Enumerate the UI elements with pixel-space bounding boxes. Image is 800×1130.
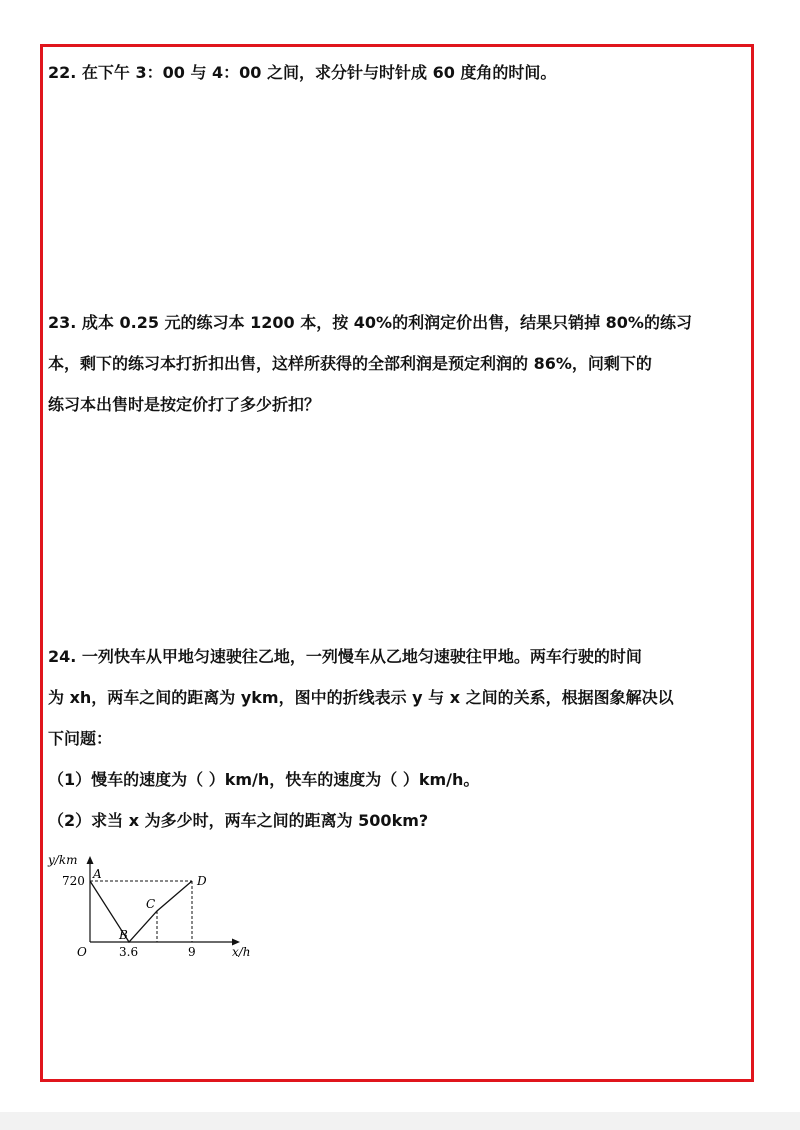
point-b-label: B xyxy=(119,928,128,942)
point-c-label: C xyxy=(146,897,156,911)
bottom-strip xyxy=(0,1112,800,1130)
x-tick-9: 9 xyxy=(188,945,196,959)
question-23-line1: 23. 成本 0.25 元的练习本 1200 本，按 40%的利润定价出售，结果只销掉 80%的练习 xyxy=(48,313,692,332)
x-axis-label: x/h xyxy=(232,945,251,959)
graph-polyline xyxy=(90,881,192,942)
y-tick-720: 720 xyxy=(62,874,85,888)
question-24-line2: 为 xh，两车之间的距离为 ykm，图中的折线表示 y 与 x 之间的关系，根据图象解决以 xyxy=(48,688,674,707)
point-a-label: A xyxy=(93,867,102,881)
question-24-part1: （1）慢车的速度为（ ）km/h，快车的速度为（ ）km/h。 xyxy=(48,770,480,789)
question-23-line2: 本，剩下的练习本打折扣出售，这样所获得的全部利润是预定利润的 86%，问剩下的 xyxy=(48,354,652,373)
question-24-part2: （2）求当 x 为多少时，两车之间的距离为 500km? xyxy=(48,811,429,830)
question-24-line3: 下问题： xyxy=(48,729,113,748)
question-22: 22. 在下午 3：00 与 4：00 之间，求分针与时针成 60 度角的时间。 xyxy=(48,63,557,82)
origin-label: O xyxy=(77,945,87,959)
question-23-line3: 练习本出售时是按定价打了多少折扣？ xyxy=(48,395,321,414)
y-axis-arrow xyxy=(87,856,94,864)
x-tick-3-6: 3.6 xyxy=(119,945,139,959)
y-axis-label: y/km xyxy=(48,853,78,867)
point-d-label: D xyxy=(197,874,207,888)
distance-time-graph xyxy=(40,850,300,965)
question-24-line1: 24. 一列快车从甲地匀速驶往乙地，一列慢车从乙地匀速驶往甲地。两车行驶的时间 xyxy=(48,647,642,666)
